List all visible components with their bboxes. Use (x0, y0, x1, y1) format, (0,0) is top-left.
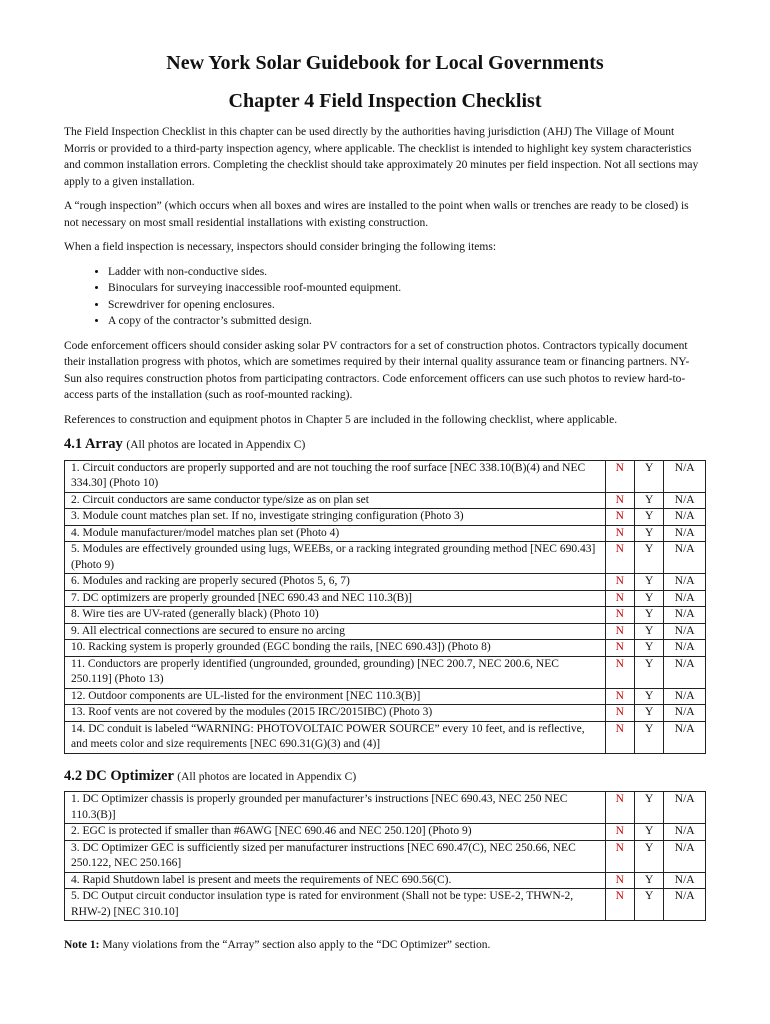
section-heading (64, 768, 706, 786)
list-item: • Screwdriver for opening enclosures. (108, 297, 706, 314)
option-no[interactable]: N (605, 623, 634, 640)
intro-paragraph-4: Code enforcement officers should consider asking solar PV contractors for a set of construction photos. Contractors typically document their installation progress with photos, which are sometimes required by their internal quality assurance team or financing partners. NY-Sun also requires construction photos from participating contractors. Code enforcement officers can use such photos to review hard-to-access parts of the installation (such as roof-mounted racking). (64, 339, 690, 401)
table-row (65, 656, 706, 688)
table-row (65, 640, 706, 657)
document-body (64, 124, 706, 962)
option-no[interactable]: N (605, 824, 634, 841)
option-yes[interactable]: Y (634, 872, 663, 889)
option-yes[interactable]: Y (634, 492, 663, 509)
option-yes[interactable]: Y (634, 542, 663, 574)
option-yes[interactable]: Y (634, 509, 663, 526)
option-yes[interactable]: Y (634, 590, 663, 607)
checklist-item-text: 1. Circuit conductors are properly supported and are not touching the roof surface [NEC 338.10(B)(4) and NEC 334.30] (Photo 10) (65, 460, 606, 492)
section-note: (All photos are located in Appendix C) (126, 439, 306, 451)
option-no[interactable]: N (605, 705, 634, 722)
option-no[interactable]: N (605, 525, 634, 542)
option-yes[interactable]: Y (634, 640, 663, 657)
option-na[interactable]: N/A (664, 872, 706, 889)
option-na[interactable]: N/A (664, 542, 706, 574)
footnote-text: Many violations from the “Array” section also apply to the “DC Optimizer” section. (99, 939, 491, 951)
option-na[interactable]: N/A (664, 656, 706, 688)
option-yes[interactable]: Y (634, 792, 663, 824)
option-na[interactable]: N/A (664, 840, 706, 872)
footnote (64, 937, 706, 954)
option-no[interactable]: N (605, 542, 634, 574)
option-na[interactable]: N/A (664, 640, 706, 657)
option-yes[interactable]: Y (634, 460, 663, 492)
table-row (65, 792, 706, 824)
checklist-table (64, 460, 706, 754)
option-no[interactable]: N (605, 792, 634, 824)
option-no[interactable]: N (605, 721, 634, 753)
option-no[interactable]: N (605, 840, 634, 872)
table-row (65, 623, 706, 640)
table-row (65, 889, 706, 921)
option-no[interactable]: N (605, 509, 634, 526)
list-item: • Ladder with non-conductive sides. (108, 264, 706, 281)
option-na[interactable]: N/A (664, 889, 706, 921)
intro-paragraph-1: The Field Inspection Checklist in this chapter can be used directly by the authorities having jurisdiction (AHJ) The Village of Mount Morris or provided to a third-party inspection agency, where applicable. The checklist is intended to highlight key system characteristics and common installation errors. Completing the checklist should take approximately 20 minutes per field inspection. Not all sections may apply to a given installation. (64, 126, 699, 188)
table-row (65, 872, 706, 889)
checklist-item-text: 8. Wire ties are UV-rated (generally black) (Photo 10) (65, 607, 606, 624)
list-item: • A copy of the contractor’s submitted design. (108, 313, 706, 330)
section-title: 4.2 DC Optimizer (64, 767, 174, 784)
option-yes[interactable]: Y (634, 840, 663, 872)
option-no[interactable]: N (605, 656, 634, 688)
checklist-item-text: 4. Module manufacturer/model matches plan set (Photo 4) (65, 525, 606, 542)
section-note: (All photos are located in Appendix C) (177, 770, 357, 783)
table-row (65, 590, 706, 607)
option-na[interactable]: N/A (664, 705, 706, 722)
intro-paragraph-2: A “rough inspection” (which occurs when all boxes and wires are installed to the point when walls or trenches are ready to be closed) is not necessary on most small residential installations with existing construction. (64, 200, 689, 229)
option-yes[interactable]: Y (634, 623, 663, 640)
checklist-item-text: 4. Rapid Shutdown label is present and meets the requirements of NEC 690.56(C). (65, 872, 606, 889)
table-row (65, 721, 706, 753)
items-list (64, 264, 706, 330)
table-row (65, 492, 706, 509)
table-row (65, 705, 706, 722)
option-yes[interactable]: Y (634, 656, 663, 688)
option-yes[interactable]: Y (634, 607, 663, 624)
option-no[interactable]: N (605, 872, 634, 889)
option-na[interactable]: N/A (664, 688, 706, 705)
option-yes[interactable]: Y (634, 705, 663, 722)
option-na[interactable]: N/A (664, 607, 706, 624)
checklist-item-text: 6. Modules and racking are properly secured (Photos 5, 6, 7) (65, 574, 606, 591)
checklist-item-text: 7. DC optimizers are properly grounded [NEC 690.43 and NEC 110.3(B)] (65, 590, 606, 607)
chapter-title: Chapter 4 Field Inspection Checklist (228, 90, 542, 112)
option-no[interactable]: N (605, 889, 634, 921)
document-title: New York Solar Guidebook for Local Governments (166, 52, 604, 74)
option-na[interactable]: N/A (664, 721, 706, 753)
intro-paragraph-5: References to construction and equipment photos in Chapter 5 are included in the following checklist, where applicable. (64, 413, 618, 426)
option-no[interactable]: N (605, 460, 634, 492)
footnote-label: Note 1: (64, 939, 100, 951)
table-row (65, 840, 706, 872)
checklist-item-text: 12. Outdoor components are UL-listed for the environment [NEC 110.3(B)] (65, 688, 606, 705)
option-na[interactable]: N/A (664, 525, 706, 542)
option-no[interactable]: N (605, 688, 634, 705)
section-heading (64, 436, 706, 454)
checklist-item-text: 14. DC conduit is labeled “WARNING: PHOTOVOLTAIC POWER SOURCE” every 10 feet, and is reflective, and meets color and size requirements [NEC 690.31(G)(3) and (4)] (65, 721, 606, 753)
section-title: 4.1 Array (64, 436, 123, 452)
option-na[interactable]: N/A (664, 492, 706, 509)
checklist-item-text: 10. Racking system is properly grounded (EGC bonding the rails, [NEC 690.43]) (Photo 8) (65, 640, 606, 657)
option-no[interactable]: N (605, 590, 634, 607)
option-yes[interactable]: Y (634, 721, 663, 753)
checklist-item-text: 3. Module count matches plan set. If no, investigate stringing configuration (Photo 3) (65, 509, 606, 526)
checklist-item-text: 2. Circuit conductors are same conductor type/size as on plan set (65, 492, 606, 509)
checklist-table (64, 791, 706, 921)
checklist-item-text: 13. Roof vents are not covered by the modules (2015 IRC/2015IBC) (Photo 3) (65, 705, 606, 722)
option-no[interactable]: N (605, 492, 634, 509)
checklist-item-text: 1. DC Optimizer chassis is properly grounded per manufacturer’s instructions [NEC 690.43, NEC 250 NEC 110.3(B)] (65, 792, 606, 824)
checklist-item-text: 9. All electrical connections are secured to ensure no arcing (65, 623, 606, 640)
table-row (65, 542, 706, 574)
intro-paragraph-3: When a field inspection is necessary, inspectors should consider bringing the following items: (64, 241, 497, 253)
option-na[interactable]: N/A (664, 460, 706, 492)
checklist-item-text: 5. DC Output circuit conductor insulation type is rated for environment (Shall not be type: USE-2, THWN-2, RHW-2) [NEC 310.10] (65, 889, 606, 921)
option-na[interactable]: N/A (664, 574, 706, 591)
option-yes[interactable]: Y (634, 824, 663, 841)
table-row (65, 824, 706, 841)
checklist-item-text: 2. EGC is protected if smaller than #6AWG [NEC 690.46 and NEC 250.120] (Photo 9) (65, 824, 606, 841)
checklist-item-text: 3. DC Optimizer GEC is sufficiently sized per manufacturer instructions [NEC 690.47(C), NEC 250.66, NEC 250.122, NEC 250.166] (65, 840, 606, 872)
option-no[interactable]: N (605, 607, 634, 624)
option-na[interactable]: N/A (664, 509, 706, 526)
table-row (65, 460, 706, 492)
checklist-sections (64, 436, 706, 921)
option-yes[interactable]: Y (634, 688, 663, 705)
checklist-item-text: 11. Conductors are properly identified (ungrounded, grounded, grounding) [NEC 200.7, NEC 200.6, NEC 250.119] (Photo 13) (65, 656, 606, 688)
option-na[interactable]: N/A (664, 590, 706, 607)
option-yes[interactable]: Y (634, 574, 663, 591)
list-item: • Binoculars for surveying inaccessible roof-mounted equipment. (108, 280, 706, 297)
option-yes[interactable]: Y (634, 889, 663, 921)
table-row (65, 607, 706, 624)
option-na[interactable]: N/A (664, 824, 706, 841)
option-na[interactable]: N/A (664, 623, 706, 640)
option-yes[interactable]: Y (634, 525, 663, 542)
option-na[interactable]: N/A (664, 792, 706, 824)
table-row (65, 525, 706, 542)
table-row (65, 574, 706, 591)
checklist-item-text: 5. Modules are effectively grounded using lugs, WEEBs, or a racking integrated grounding method [NEC 690.43] (Photo 9) (65, 542, 606, 574)
option-no[interactable]: N (605, 640, 634, 657)
table-row (65, 509, 706, 526)
table-row (65, 688, 706, 705)
option-no[interactable]: N (605, 574, 634, 591)
